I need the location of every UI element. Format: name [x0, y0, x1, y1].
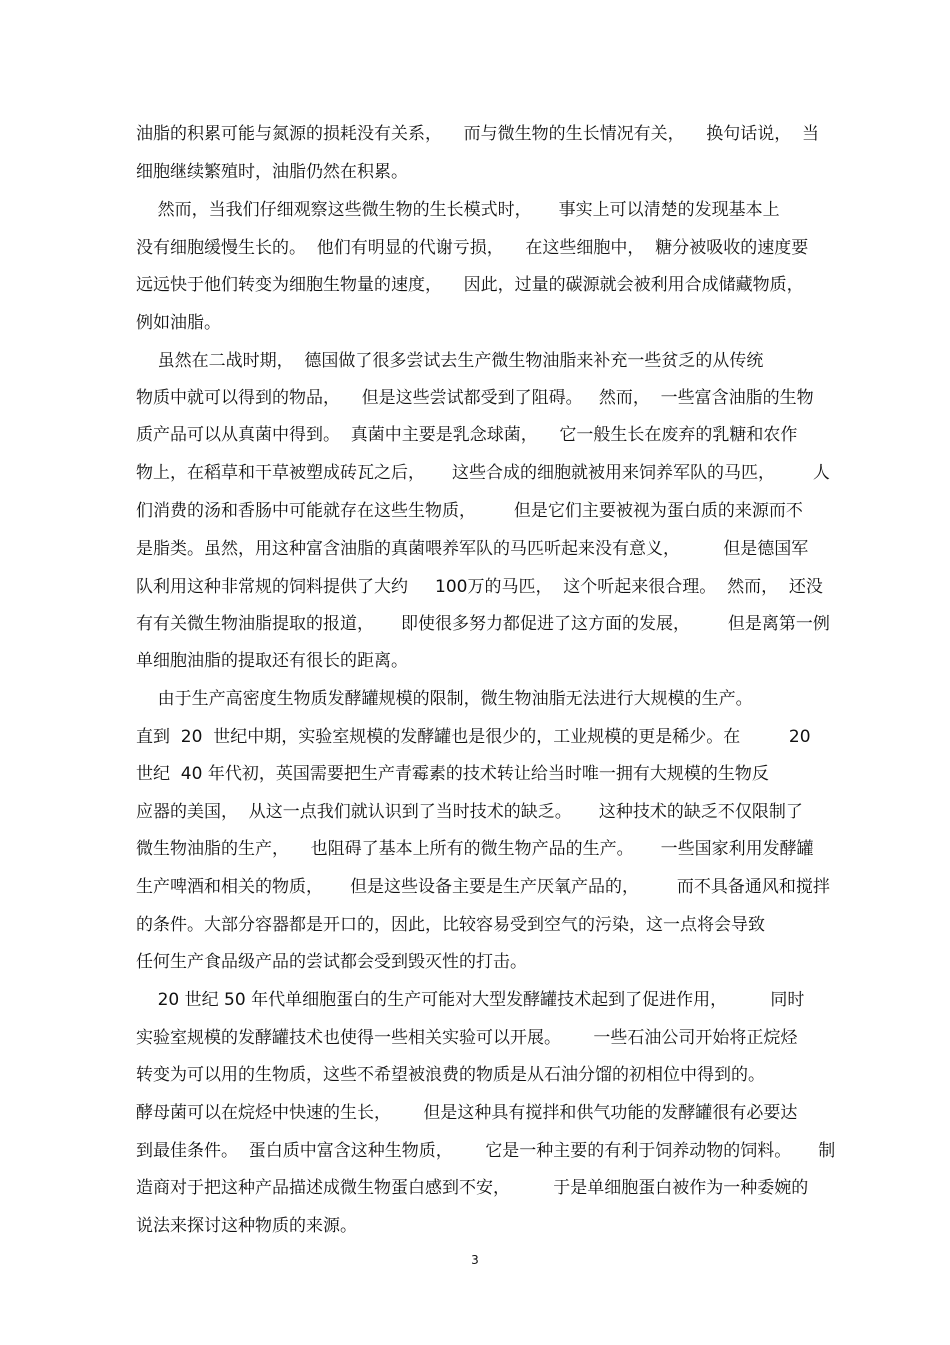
text-line: 然而，当我们仔细观察这些微生物的生长模式时， 事实上可以清楚的发现基本上 — [136, 200, 780, 220]
text-line: 直到 20 世纪中期，实验室规模的发酵罐也是很少的，工业规模的更是稀少。在 20 — [136, 727, 811, 747]
text-line: 转变为可以用的生物质，这些不希望被浪费的物质是从石油分馏的初相位中得到的。 — [136, 1065, 765, 1085]
text-line: 由于生产高密度生物质发酵罐规模的限制，微生物油脂无法进行大规模的生产。 — [136, 689, 753, 709]
text-line: 例如油脂。 — [136, 313, 221, 333]
text-line: 到最佳条件。 蛋白质中富含这种生物质， 它是一种主要的有利于饲养动物的饲料。 制 — [136, 1141, 836, 1161]
text-line: 实验室规模的发酵罐技术也使得一些相关实验可以开展。 一些石油公司开始将正烷烃 — [136, 1028, 798, 1048]
text-line: 应器的美国， 从这一点我们就认识到了当时技术的缺乏。 这种技术的缺乏不仅限制了 — [136, 802, 803, 822]
page-number: 3 — [471, 1253, 479, 1267]
text-line: 单细胞油脂的提取还有很长的距离。 — [136, 651, 408, 671]
text-line: 远远快于他们转变为细胞生物量的速度， 因此，过量的碳源就会被利用合成储藏物质， — [136, 275, 804, 295]
text-line: 细胞继续繁殖时，油脂仍然在积累。 — [136, 162, 408, 182]
text-line: 造商对于把这种产品描述成微生物蛋白感到不安， 于是单细胞蛋白被作为一种委婉的 — [136, 1178, 809, 1198]
text-line: 20 世纪 50 年代单细胞蛋白的生产可能对大型发酵罐技术起到了促进作用， 同时 — [136, 990, 805, 1010]
text-line: 世纪 40 年代初，英国需要把生产青霉素的技术转让给当时唯一拥有大规模的生物反 — [136, 764, 769, 784]
text-line: 的条件。大部分容器都是开口的，因此，比较容易受到空气的污染，这一点将会导致 — [136, 915, 765, 935]
text-line: 酵母菌可以在烷烃中快速的生长， 但是这种具有搅拌和供气功能的发酵罐很有必要达 — [136, 1103, 798, 1123]
text-line: 没有细胞缓慢生长的。 他们有明显的代谢亏损， 在这些细胞中， 糖分被吸收的速度要 — [136, 238, 809, 258]
text-line: 微生物油脂的生产， 也阻碍了基本上所有的微生物产品的生产。 一些国家利用发酵罐 — [136, 839, 814, 859]
text-line: 虽然在二战时期， 德国做了很多尝试去生产微生物油脂来补充一些贫乏的从传统 — [136, 351, 764, 371]
text-line: 队利用这种非常规的饲料提供了大约 100万的马匹， 这个听起来很合理。 然而， 还没 — [136, 577, 823, 597]
text-line: 物质中就可以得到的物品， 但是这些尝试都受到了阻碍。 然而， 一些富含油脂的生物 — [136, 388, 814, 408]
text-line: 有有关微生物油脂提取的报道， 即使很多努力都促进了这方面的发展， 但是离第一例 — [136, 614, 830, 634]
text-line: 质产品可以从真菌中得到。 真菌中主要是乳念球菌， 它一般生长在废弃的乳糖和农作 — [136, 425, 798, 445]
text-line: 生产啤酒和相关的物质， 但是这些设备主要是生产厌氧产品的， 而不具备通风和搅拌 — [136, 877, 830, 897]
text-line: 任何生产食品级产品的尝试都会受到毁灭性的打击。 — [136, 952, 527, 972]
text-line: 们消费的汤和香肠中可能就存在这些生物质， 但是它们主要被视为蛋白质的来源而不 — [136, 501, 803, 521]
text-line: 说法来探讨这种物质的来源。 — [136, 1216, 357, 1236]
text-line: 物上，在稻草和干草被塑成砖瓦之后， 这些合成的细胞就被用来饲养军队的马匹， 人 — [136, 463, 830, 483]
text-line: 油脂的积累可能与氮源的损耗没有关系， 而与微生物的生长情况有关， 换句话说， 当 — [136, 124, 820, 144]
text-line: 是脂类。虽然，用这种富含油脂的真菌喂养军队的马匹听起来没有意义， 但是德国军 — [136, 539, 809, 559]
